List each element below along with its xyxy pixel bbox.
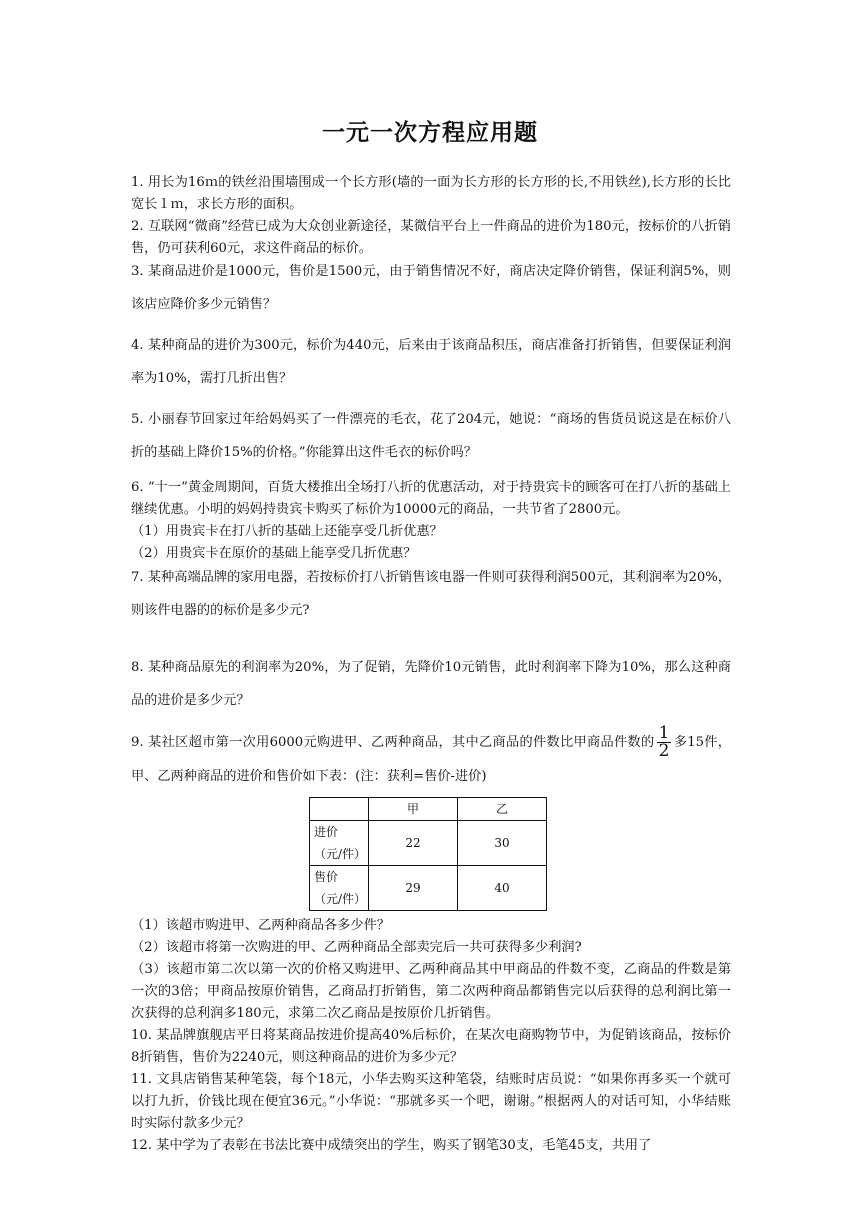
table-cell: 进价（元/件） xyxy=(310,821,369,866)
problem-6-part-2: （2）用贵宾卡在原价的基础上能享受几折优惠？ xyxy=(131,546,417,561)
table-header-row xyxy=(310,798,547,821)
problem-9-text-before: 9. 某社区超市第一次用6000元购进甲、乙两种商品，其中乙商品的件数比甲商品件数的 xyxy=(131,735,655,750)
table-cell: 30 xyxy=(458,821,547,866)
problem-9-part-2: （2）该超市将第一次购进的甲、乙两种商品全部卖完后一共可获得多少利润? xyxy=(131,940,582,955)
fraction-denominator: 2 xyxy=(658,741,670,761)
table-row xyxy=(310,821,547,866)
problem-6: 6. “十一”黄金周期间，百货大楼推出全场打八折的优惠活动，对于持贵宾卡的顾客可在打八折的基础上继续优惠。小明的妈妈持贵宾卡购买了标价为10000元的商品，一共节省了2800元。 xyxy=(131,480,731,517)
problem-6-part-1: （1）用贵宾卡在打八折的基础上还能享受几折优惠？ xyxy=(131,524,443,539)
table-header-cell: 甲 xyxy=(369,798,458,821)
problem-2: 2. 互联网“微商”经营已成为大众创业新途径，某微信平台上一件商品的进价为180元，按标价的八折销售，仍可获利60元，求这件商品的标价。 xyxy=(131,219,731,256)
problem-10: 10. 某品牌旗舰店平日将某商品按进价提高40%后标价，在某次电商购物节中，为促销该商品，按标价8折销售，售价为2240元，则这种商品的进价为多少元？ xyxy=(131,1028,731,1065)
table-row xyxy=(310,866,547,911)
problem-5: 5. 小丽春节回家过年给妈妈买了一件漂亮的毛衣，花了204元，她说：“商场的售货员说这是在标价八折的基础上降价15%的价格。”你能算出这件毛衣的标价吗？ xyxy=(131,412,731,460)
fraction-one-half xyxy=(657,725,672,760)
problem-9-text-after: 多15件，甲、乙两种商品的进价和售价如下表：(注：获利=售价-进价) xyxy=(131,735,731,784)
table-cell: 29 xyxy=(369,866,458,911)
problem-9-part-1: （1）该超市购进甲、乙两种商品各多少件？ xyxy=(131,918,390,933)
problem-9 xyxy=(131,725,731,793)
table-cell: 售价（元/件） xyxy=(310,866,369,911)
problem-4: 4. 某种商品的进价为300元，标价为440元，后来由于该商品积压，商店准备打折销售，但要保证利润率为10%，需打几折出售？ xyxy=(131,338,731,386)
problem-9-part-3: （3）该超市第二次以第一次的价格又购进甲、乙两种商品其中甲商品的件数不变，乙商品的件数是第一次的3倍；甲商品按原价销售，乙商品打折销售，第二次两种商品都销售完以后获得的总利润比第一次获得的总利润多180元，求第二次乙商品是按原价几折销售。 xyxy=(131,962,731,1021)
table-header-cell xyxy=(310,798,369,821)
table-cell: 22 xyxy=(369,821,458,866)
problem-3: 3. 某商品进价是1000元，售价是1500元，由于销售情况不好，商店决定降价销售，保证利润5%，则该店应降价多少元销售？ xyxy=(131,264,731,312)
problem-list xyxy=(131,172,731,1157)
table-cell: 40 xyxy=(458,866,547,911)
problem-7: 7. 某种高端品牌的家用电器，若按标价打八折销售该电器一件则可获得利润500元，其利润率为20%，则该件电器的的标价是多少元? xyxy=(131,570,731,618)
table-header-cell: 乙 xyxy=(458,798,547,821)
problem-11: 11. 文具店销售某种笔袋，每个18元，小华去购买这种笔袋，结账时店员说：“如果你再多买一个就可以打九折，价钱比现在便宜36元。”小华说：“那就多买一个吧，谢谢。”根据两人的对话可知，小华结账时实际付款多少元？ xyxy=(131,1072,731,1131)
document-title: 一元一次方程应用题 xyxy=(322,120,538,146)
problem-12: 12. 某中学为了表彰在书法比赛中成绩突出的学生，购买了钢笔30支，毛笔45支，共用了 xyxy=(131,1138,652,1153)
problem-1: 1. 用长为16ｍ的铁丝沿围墙围成一个长方形(墙的一面为长方形的长方形的长,不用铁丝),长方形的长比宽长１ｍ，求长方形的面积。 xyxy=(131,175,731,212)
fraction-numerator: 1 xyxy=(658,723,670,743)
price-table xyxy=(309,797,547,911)
problem-8: 8. 某种商品原先的利润率为20%，为了促销，先降价10元销售，此时利润率下降为10%，那么这种商品的进价是多少元？ xyxy=(131,660,731,708)
